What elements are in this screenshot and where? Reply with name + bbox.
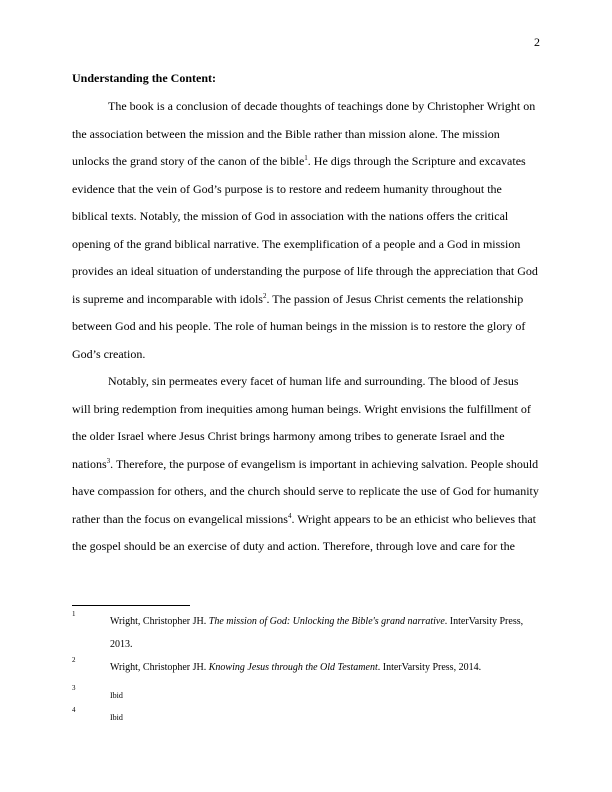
footnote-publisher: . InterVarsity Press, 2014. xyxy=(377,662,482,673)
paragraph-1 xyxy=(72,93,540,368)
footnotes xyxy=(72,610,540,726)
page-number: 2 xyxy=(534,35,540,49)
paragraph-2-text-a: Notably, sin permeates every facet of human life and surrounding. The blood of Jesus will bring redemption from inequities among human beings. Wright envisions the fulfillment of the older Israel where Jesus Christ brings harmony among tribes to generate Israel and the nations xyxy=(72,374,531,471)
footnote-publisher: . InterVarsity Press, 2013. xyxy=(110,616,524,650)
footnote-ref-1: 1 xyxy=(304,154,308,162)
footnote-text: Ibid xyxy=(110,691,123,700)
paragraph-2-text-b: . Therefore, the purpose of evangelism is important in achieving salvation. People should have compassion for others, and the church should serve to replicate the use of God for humanity rather than the focus on evangelical missions xyxy=(72,456,539,526)
paragraph-2-text-c: . Wright appears to be an ethicist who believes that the gospel should be an exercise of duty and action. Therefore, through love and care for the xyxy=(72,511,536,553)
body-text xyxy=(72,93,540,561)
paragraph-1-text-c: . The passion of Jesus Christ cements the relationship between God and his people. The role of human beings in the mission is to restore the glory of God’s creation. xyxy=(72,291,526,361)
section-heading: Understanding the Content: xyxy=(72,71,217,85)
footnote-ref-2: 2 xyxy=(262,291,267,300)
footnote-author: Wright, Christopher JH. xyxy=(110,662,209,673)
footnote-title: The mission of God: Unlocking the Bible's grand narrative xyxy=(208,616,445,627)
footnote-number: 3 xyxy=(72,684,76,692)
footnote-number: 4 xyxy=(72,706,76,714)
footnote-title: Knowing Jesus through the Old Testament xyxy=(208,662,378,673)
footnote-number: 1 xyxy=(72,610,76,618)
footnote-text xyxy=(110,610,540,656)
footnote-3 xyxy=(72,684,540,706)
footnote-2 xyxy=(72,656,540,684)
footnote-text xyxy=(110,656,540,679)
footnote-author: Wright, Christopher JH. xyxy=(110,616,209,627)
footnote-ref-4: 4 xyxy=(287,511,292,520)
paragraph-2 xyxy=(72,368,540,561)
paragraph-1-text-b: . He digs through the Scripture and excavates evidence that the vein of God’s purpose is to restore and redeem humanity throughout the biblical texts. Notably, the mission of God in association with the nations offers the critical opening of the grand biblical narrative. The exemplification of a people and a God in mission provides an ideal situation of understanding the purpose of life through the appreciation that God is supreme and incomparable with idols xyxy=(72,154,538,306)
footnote-4 xyxy=(72,706,540,726)
footnote-1 xyxy=(72,610,540,652)
footnote-number: 2 xyxy=(72,656,76,664)
paragraph-1-text-a: The book is a conclusion of decade thoughts of teachings done by Christopher Wright on the association between the mission and the Bible rather than mission alone. The mission unlocks the grand story of the canon of the bible xyxy=(72,99,536,168)
footnote-ref-3: 3 xyxy=(106,456,111,465)
footnote-separator xyxy=(72,605,190,606)
footnote-text: Ibid xyxy=(110,713,123,722)
